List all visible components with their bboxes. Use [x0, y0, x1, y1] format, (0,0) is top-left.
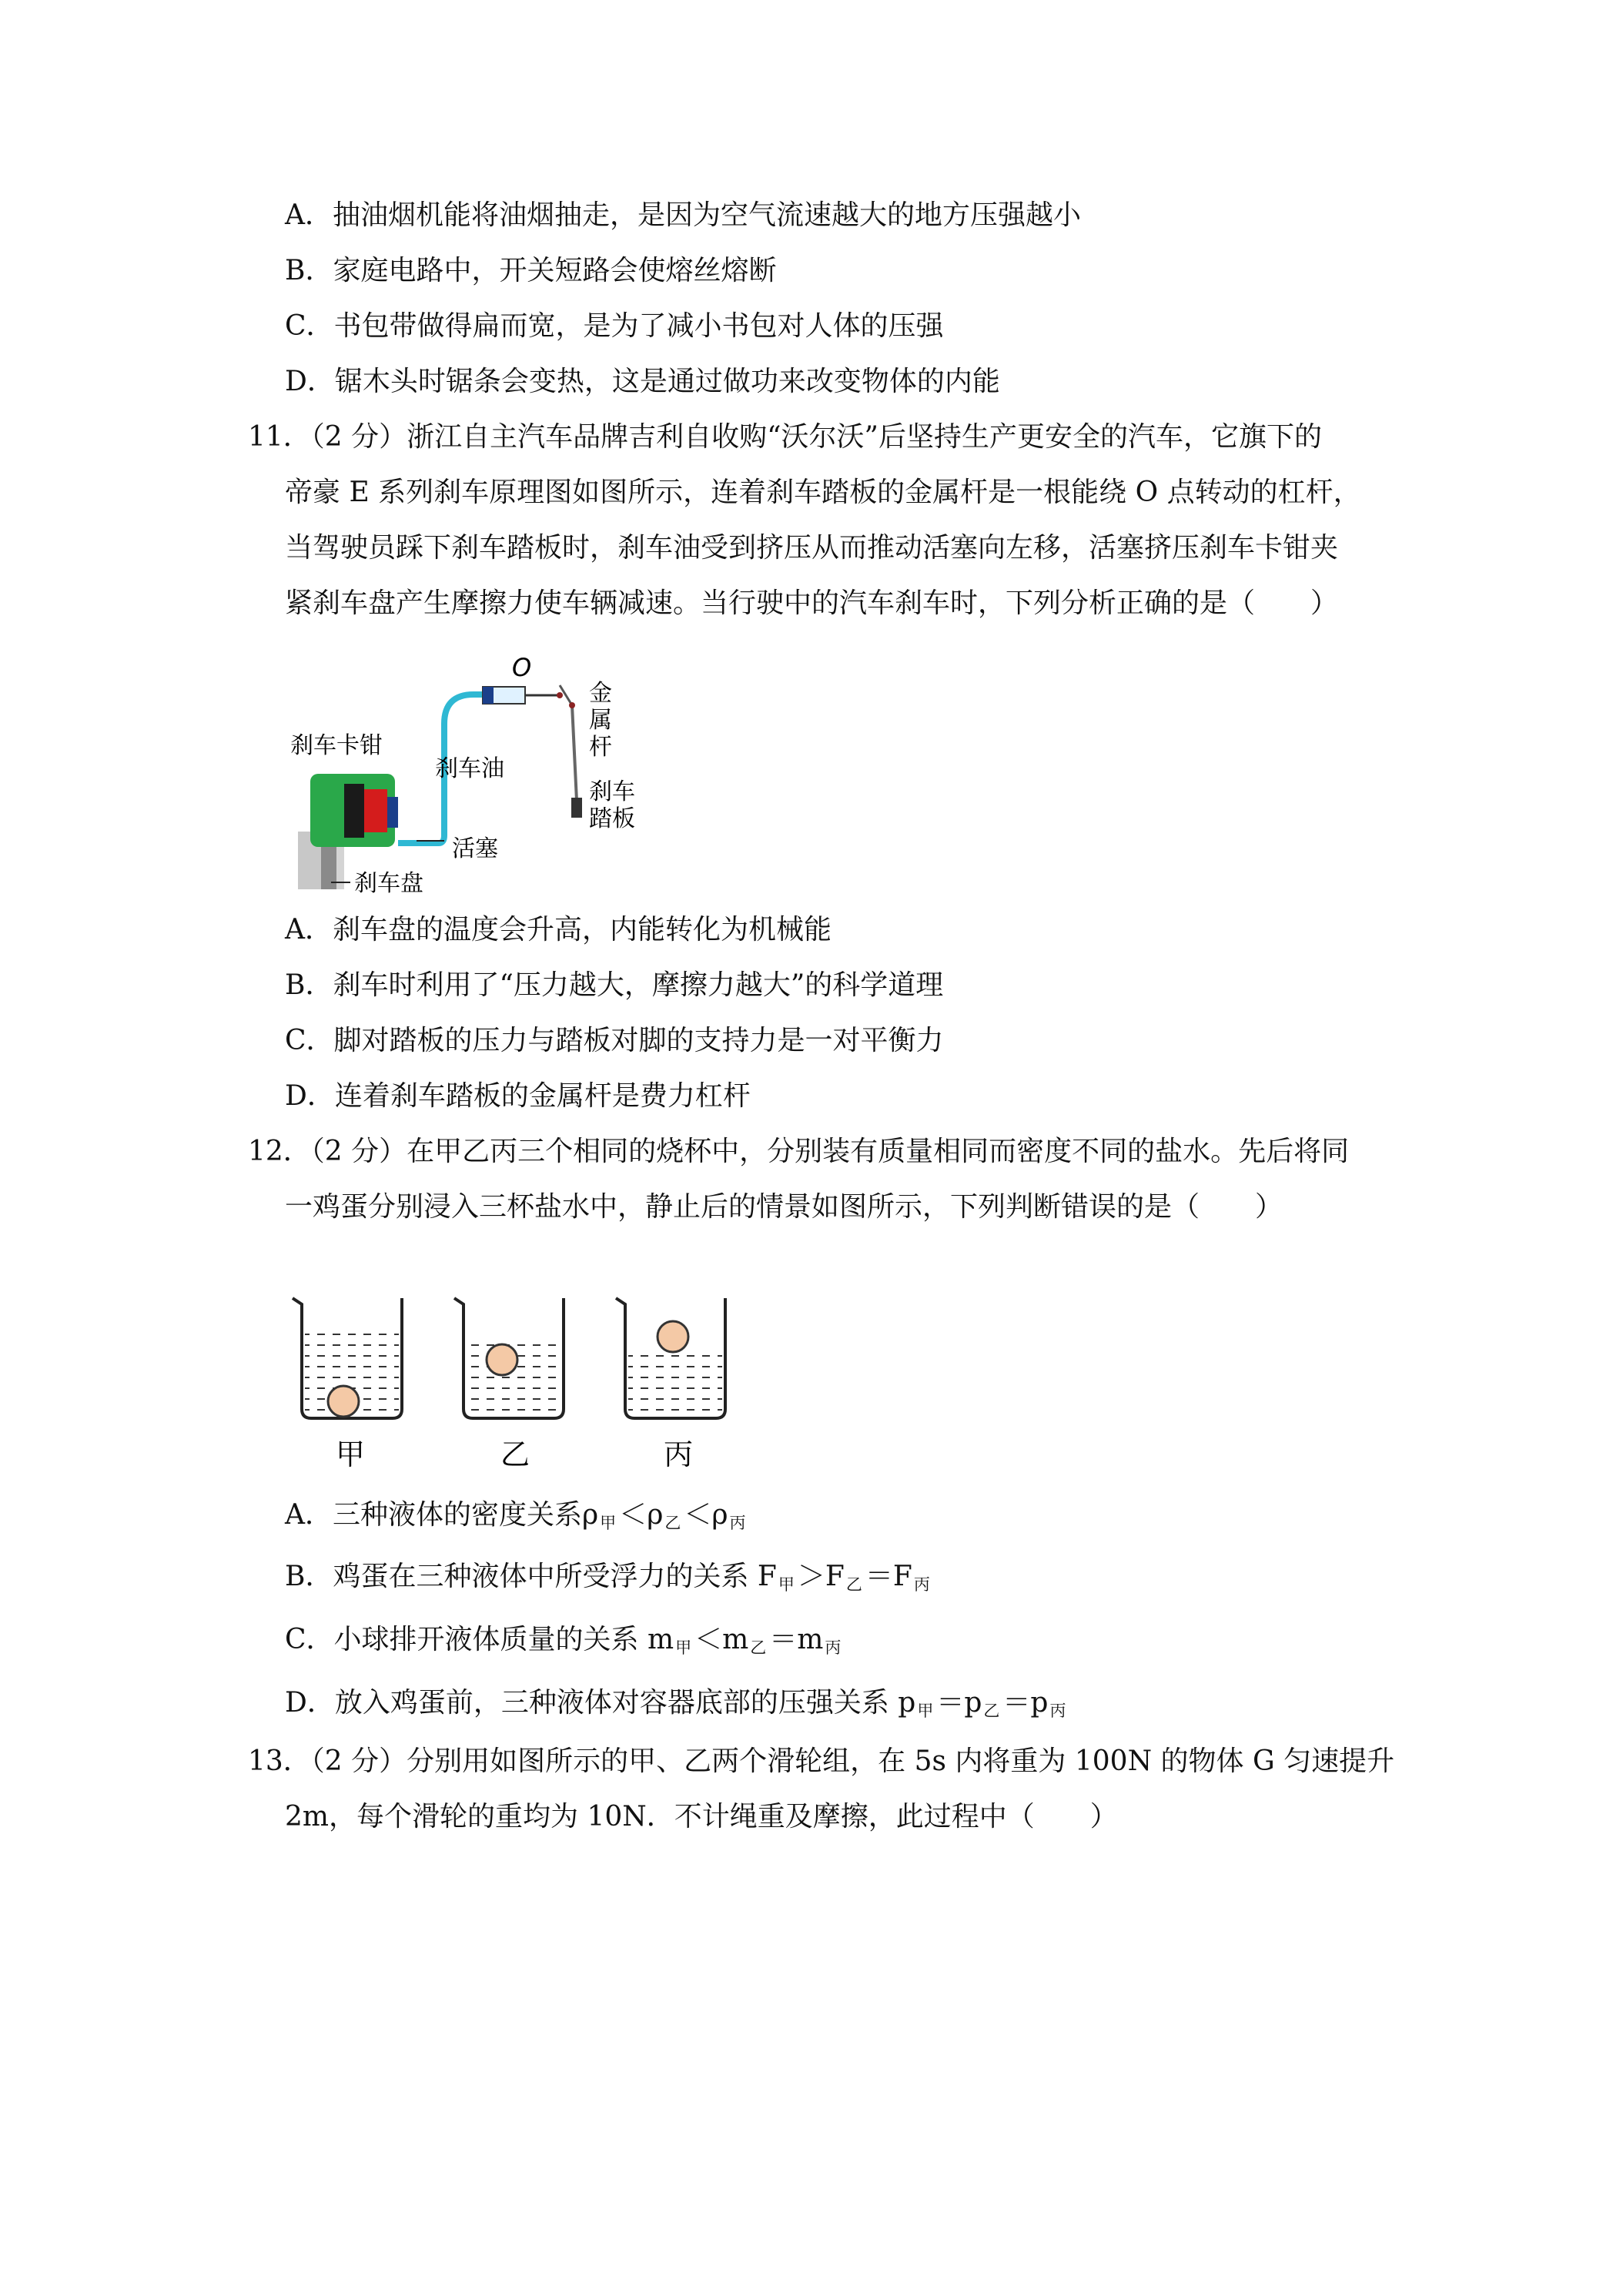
q11-option-c: C．脚对踏板的压力与踏板对脚的支持力是一对平衡力 [285, 1025, 944, 1056]
relation-2: ＝p [1002, 1687, 1049, 1719]
q11-option-a: A．刹车盘的温度会升高，内能转化为机械能 [285, 914, 832, 946]
piston-label: 活塞 [452, 835, 498, 862]
brake-system-figure [281, 639, 651, 897]
caliper-piston [364, 789, 387, 832]
q13-stem-line-1: 13．（2 分）分别用如图所示的甲、乙两个滑轮组，在 5s 内将重为 100N 的物体 G 匀速提升 [248, 1745, 1395, 1777]
egg-jia [328, 1386, 359, 1417]
label-jia: 甲 [336, 1438, 366, 1471]
rho-symbol-2: ρ [647, 1499, 664, 1531]
q12-option-c-text: C．小球排开液体质量的关系 m [285, 1624, 674, 1655]
q12-option-d [285, 1686, 1069, 1728]
liquid-bing [628, 1347, 722, 1411]
sub-jia: 甲 [600, 1514, 617, 1532]
relation-1: ＝p [936, 1687, 982, 1719]
q11-stem-line-4: 紧刹车盘产生摩擦力使车辆减速。当行驶中的汽车刹车时，下列分析正确的是（ ） [285, 587, 1339, 619]
relation-2: ＝F [865, 1561, 912, 1592]
brake-disc-label: 刹车盘 [354, 870, 423, 897]
q11-option-d: D．连着刹车踏板的金属杆是费力杠杆 [285, 1080, 751, 1112]
q10-option-b: B．家庭电路中，开关短路会使熔丝熔断 [285, 255, 777, 286]
metal-rod-label-2: 属 [589, 707, 612, 734]
q12-stem-line-1: 12．（2 分）在甲乙丙三个相同的烧杯中，分别装有质量相同而密度不同的盐水。先后将同 [248, 1136, 1350, 1167]
q12-option-a [285, 1498, 749, 1540]
relation-1: ＜m [694, 1624, 749, 1655]
q12-option-a-text: A．三种液体的密度关系 [285, 1499, 582, 1531]
sub-yi: 乙 [750, 1638, 767, 1657]
relation-2: ＝m [769, 1624, 824, 1655]
sub-jia: 甲 [675, 1638, 692, 1657]
rho-symbol-3: ρ [711, 1499, 728, 1531]
metal-rod [572, 705, 577, 801]
q10-option-c: C．书包带做得扁而宽，是为了减小书包对人体的压强 [285, 310, 944, 342]
beakers-figure [285, 1286, 762, 1478]
egg-bing [658, 1321, 688, 1352]
relation-1: ＞F [797, 1561, 845, 1592]
q12-option-b [285, 1560, 933, 1602]
sub-bing: 丙 [1049, 1702, 1066, 1720]
sub-bing: 丙 [729, 1514, 746, 1532]
pedal-label-2: 踏板 [589, 805, 635, 832]
q11-stem-line-2: 帝豪 E 系列刹车原理图如图所示，连着刹车踏板的金属杆是一根能绕 O 点转动的杠杆， [285, 477, 1361, 508]
q11-option-b: B．刹车时利用了“压力越大，摩擦力越大”的科学道理 [285, 969, 944, 1001]
brake-oil-label: 刹车油 [435, 755, 504, 782]
lt-symbol-1: ＜ [619, 1499, 648, 1531]
metal-rod-label-3: 杆 [589, 734, 612, 761]
rod-joint-lower [569, 702, 575, 708]
caliper-pad [344, 784, 364, 838]
q12-option-d-text: D．放入鸡蛋前，三种液体对容器底部的压强关系 p [285, 1687, 916, 1719]
metal-rod-label-1: 金 [589, 680, 612, 707]
sub-jia: 甲 [917, 1702, 934, 1720]
caliper-label: 刹车卡钳 [290, 732, 383, 759]
sub-bing: 丙 [825, 1638, 842, 1657]
q12-option-b-text: B．鸡蛋在三种液体中所受浮力的关系 F [285, 1561, 777, 1592]
caliper-cylinder [387, 797, 398, 828]
sub-yi: 乙 [983, 1702, 1000, 1720]
beaker-bing [616, 1298, 725, 1471]
master-cylinder-piston [483, 687, 494, 704]
label-bing: 丙 [664, 1438, 694, 1471]
q11-stem-line-3: 当驾驶员踩下刹车踏板时，刹车油受到挤压从而推动活塞向左移，活塞挤压刹车卡钳夹 [285, 532, 1339, 564]
sub-yi: 乙 [664, 1514, 681, 1532]
label-yi: 乙 [500, 1438, 530, 1471]
brake-pedal [571, 798, 582, 818]
pedal-label-1: 刹车 [589, 778, 635, 805]
beaker-jia [293, 1298, 402, 1471]
q13-stem-line-2: 2m，每个滑轮的重均为 10N．不计绳重及摩擦，此过程中（ ） [285, 1801, 1118, 1832]
pivot-o-label: O [512, 653, 532, 682]
egg-yi [487, 1344, 517, 1375]
q10-option-a: A．抽油烟机能将油烟抽走，是因为空气流速越大的地方压强越小 [285, 199, 1081, 231]
sub-bing: 丙 [913, 1575, 930, 1594]
q12-stem-line-2: 一鸡蛋分别浸入三杯盐水中，静止后的情景如图所示，下列判断错误的是（ ） [285, 1191, 1283, 1223]
beaker-yi [454, 1298, 564, 1471]
q12-option-c [285, 1623, 844, 1665]
sub-jia: 甲 [778, 1575, 795, 1594]
rho-symbol-1: ρ [582, 1499, 599, 1531]
lt-symbol-2: ＜ [684, 1499, 712, 1531]
sub-yi: 乙 [845, 1575, 862, 1594]
rod-joint [557, 692, 563, 698]
q10-option-d: D．锯木头时锯条会变热，这是通过做功来改变物体的内能 [285, 366, 1000, 397]
q11-stem-line-1: 11．（2 分）浙江自主汽车品牌吉利自收购“沃尔沃”后坚持生产更安全的汽车，它旗下的 [248, 421, 1322, 453]
